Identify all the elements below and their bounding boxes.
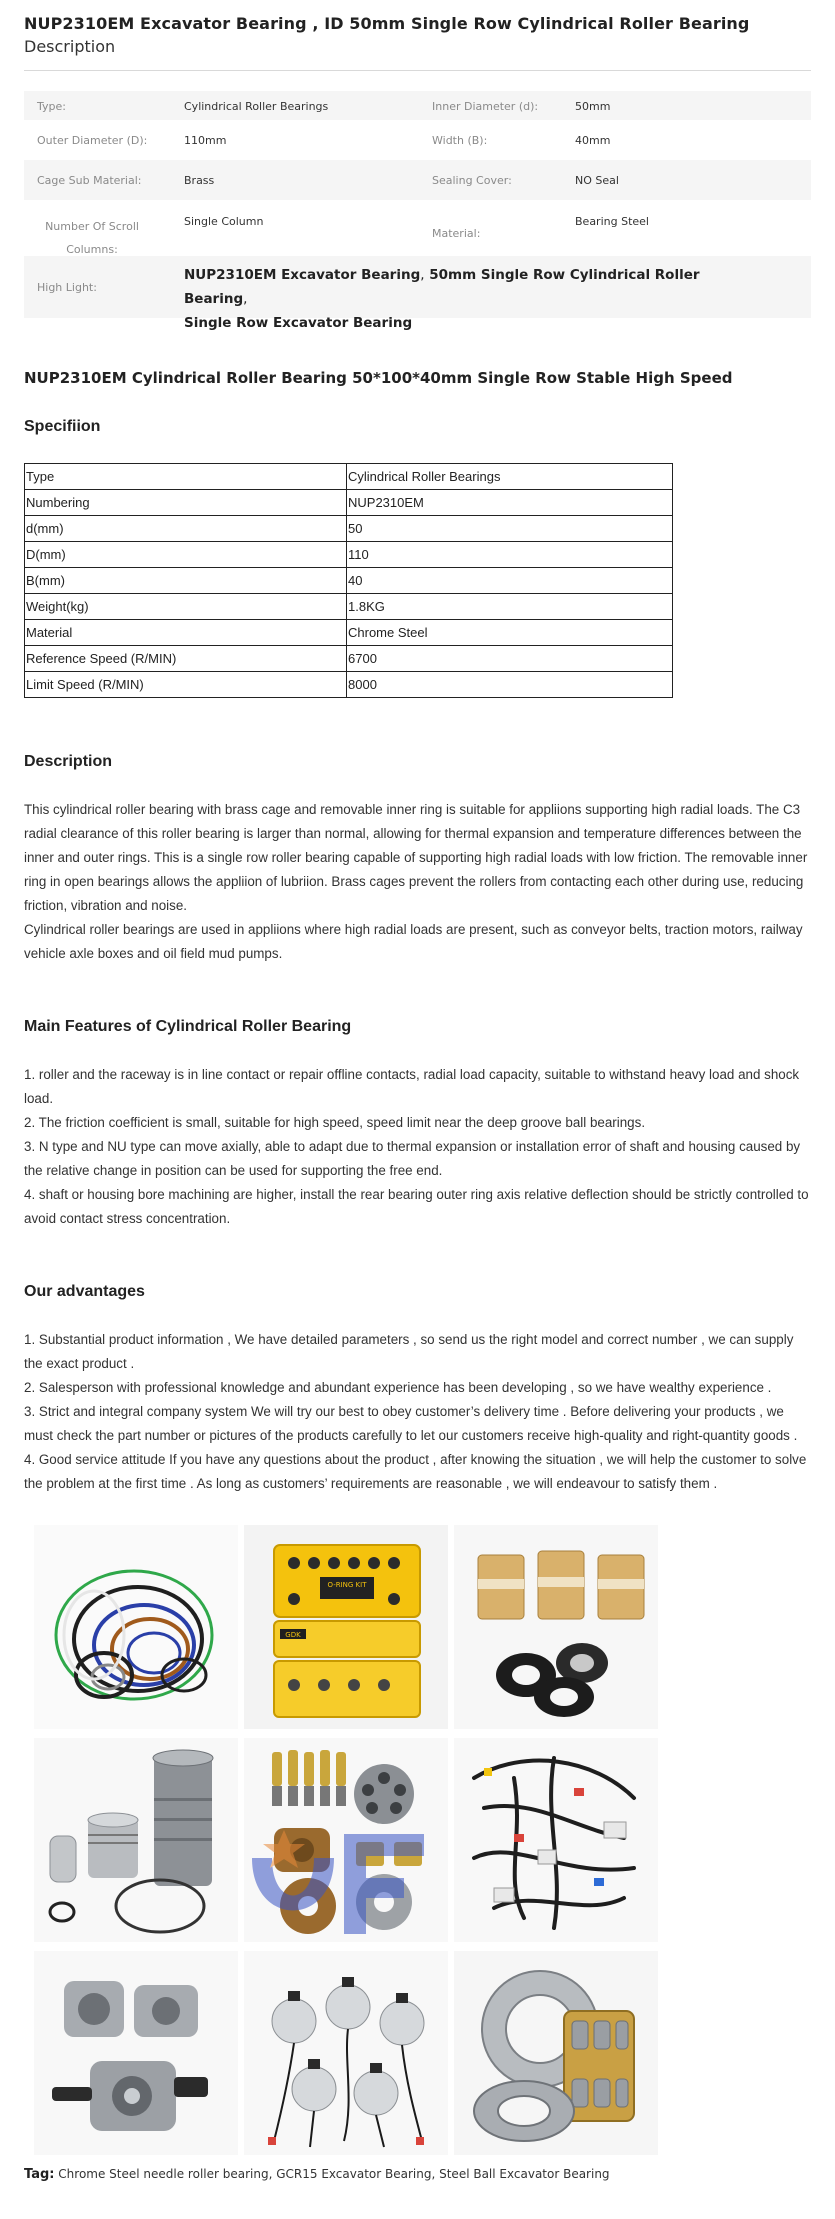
advantages-heading: Our advantages (24, 1283, 145, 1300)
spec-value: Bearing Steel (575, 215, 649, 228)
spec-label: High Light: (37, 281, 97, 294)
list-item: 4. shaft or housing bore machining are higher, install the rear bearing outer ring axis relative deflection should be strictly controlled to avoid contact stress concentration. (24, 1187, 809, 1226)
table-cell: NUP2310EM (347, 490, 673, 516)
table-cell: Weight(kg) (25, 594, 347, 620)
product-image-oil-seals[interactable] (454, 1525, 658, 1729)
spec-label: Inner Diameter (d): (432, 100, 539, 113)
table-row (25, 490, 673, 516)
tag-link[interactable]: GCR15 Excavator Bearing (276, 2167, 432, 2181)
highlight-links: NUP2310EM Excavator Bearing, 50mm Single Row Cylindrical Roller Bearing, Single Row Excavator Bearing (184, 267, 700, 331)
description-text (24, 798, 814, 966)
features-list (24, 1063, 814, 1231)
spec-label: Cage Sub Material: (37, 174, 142, 187)
table-cell: d(mm) (25, 516, 347, 542)
table-row (25, 568, 673, 594)
table-row (25, 620, 673, 646)
product-image-roller-bearing[interactable] (454, 1951, 658, 2155)
spec-label: Width (B): (432, 134, 488, 147)
spec-value: 50mm (575, 100, 611, 113)
spec-value: Single Column (184, 215, 264, 228)
spec-label: Sealing Cover: (432, 174, 512, 187)
list-item: 2. Salesperson with professional knowledge and abundant experience has been developing , so we have wealthy experience . (24, 1380, 772, 1395)
table-cell: Reference Speed (R/MIN) (25, 646, 347, 672)
list-item: 2. The friction coefficient is small, suitable for high speed, speed limit near the deep groove ball bearings. (24, 1115, 646, 1130)
table-cell: Chrome Steel (347, 620, 673, 646)
table-cell: B(mm) (25, 568, 347, 594)
list-item: 3. Strict and integral company system We will try our best to obey customer’s delivery time . Before delivering your products , we must check the part number or pictures of the products carefully to let our customers receive high-quality and right-quantity goods . (24, 1404, 798, 1443)
product-gallery (34, 1525, 674, 2155)
highlight-link[interactable]: NUP2310EM Excavator Bearing (184, 267, 421, 283)
table-row (25, 646, 673, 672)
tag-link[interactable]: Chrome Steel needle roller bearing (58, 2167, 269, 2181)
table-cell: 6700 (347, 646, 673, 672)
spec-row (24, 120, 811, 160)
table-cell: 110 (347, 542, 673, 568)
table-cell: Material (25, 620, 347, 646)
table-cell: Limit Speed (R/MIN) (25, 672, 347, 698)
table-cell: 50 (347, 516, 673, 542)
specification-table (24, 463, 673, 698)
spec-grid (24, 91, 811, 331)
box-label: O-RING KIT (327, 1581, 367, 1589)
specification-heading: Specifiion (24, 418, 101, 435)
spec-value: Cylindrical Roller Bearings (184, 100, 329, 113)
spec-label: Number Of Scroll Columns: (45, 220, 139, 256)
spec-value: NO Seal (575, 174, 619, 187)
description-paragraph: This cylindrical roller bearing with brass cage and removable inner ring is suitable for appliions supporting high radial loads. The C3 radial clearance of this roller bearing is larger than normal, allowing for thermal expansion and temperature differences between the inner and outer rings. This is a single row roller bearing capable of supporting high radial loads with low friction. The removable inner ring in open bearings allows the appliion of lubriion. Brass cages prevent the rollers from contacting each other during use, reducing friction, vibration and noise. (24, 802, 808, 913)
table-row (25, 672, 673, 698)
table-cell: Numbering (25, 490, 347, 516)
tag-link[interactable]: Steel Ball Excavator Bearing (439, 2167, 610, 2181)
box-brand: GDK (285, 1631, 301, 1639)
spec-label: Outer Diameter (D): (37, 134, 148, 147)
highlight-link[interactable]: Single Row Excavator Bearing (184, 315, 413, 331)
description-heading: Description (24, 753, 113, 770)
product-image-wiring-harness[interactable] (454, 1738, 658, 1942)
table-cell: Type (25, 464, 347, 490)
table-cell: 1.8KG (347, 594, 673, 620)
product-image-cylinder-liner[interactable] (34, 1738, 238, 1942)
description-tab-label: Description (24, 37, 116, 56)
table-cell: D(mm) (25, 542, 347, 568)
advantages-list (24, 1328, 814, 1496)
spec-row (24, 91, 811, 120)
table-cell: 40 (347, 568, 673, 594)
spec-row (24, 200, 811, 256)
spec-label: Type: (37, 100, 66, 113)
highlight-link[interactable]: 50mm Single Row Cylindrical Roller Bearing (184, 267, 700, 307)
table-row (25, 542, 673, 568)
table-row (25, 516, 673, 542)
page-title: NUP2310EM Excavator Bearing , ID 50mm Single Row Cylindrical Roller Bearing (24, 14, 750, 33)
table-row (25, 464, 673, 490)
table-row (25, 594, 673, 620)
divider (24, 70, 811, 71)
product-heading: NUP2310EM Cylindrical Roller Bearing 50*100*40mm Single Row Stable High Speed (24, 369, 733, 387)
list-item: 4. Good service attitude If you have any questions about the product , after knowing the situation , we will help the customer to solve the problem at the first time . As long as customers’ requirements are reasonable , we will endeavour to satisfy them . (24, 1452, 807, 1491)
table-cell: Cylindrical Roller Bearings (347, 464, 673, 490)
spec-value: 40mm (575, 134, 611, 147)
product-image-hydraulic-parts[interactable] (244, 1738, 448, 1942)
spec-row (24, 160, 811, 200)
tags-label: Tag: (24, 2167, 55, 2182)
product-image-o-ring-kit[interactable] (244, 1525, 448, 1729)
list-item: 3. N type and NU type can move axially, able to adapt due to thermal expansion or installation error of shaft and housing caused by the relative change in position can be used for supporting the free end. (24, 1139, 801, 1178)
spec-value: 110mm (184, 134, 227, 147)
product-image-seal-kit[interactable] (34, 1525, 238, 1729)
spec-value: Brass (184, 174, 215, 187)
table-cell: 8000 (347, 672, 673, 698)
product-image-stepper-motors[interactable] (244, 1951, 448, 2155)
list-item: 1. roller and the raceway is in line contact or repair offline contacts, radial load capacity, suitable to withstand heavy load and shock load. (24, 1067, 800, 1106)
features-heading: Main Features of Cylindrical Roller Bearing (24, 1018, 352, 1035)
spec-label: Material: (432, 227, 481, 240)
tags-row: Tag: Chrome Steel needle roller bearing, GCR15 Excavator Bearing, Steel Ball Excavator Bearing (24, 2167, 610, 2182)
list-item: 1. Substantial product information , We have detailed parameters , so send us the right model and correct number , we can supply the exact product . (24, 1332, 794, 1371)
product-image-fuel-pump[interactable] (34, 1951, 238, 2155)
description-paragraph: Cylindrical roller bearings are used in appliions where high radial loads are present, such as conveyor belts, traction motors, railway vehicle axle boxes and oil field mud pumps. (24, 922, 803, 961)
spec-row-highlight (24, 256, 811, 331)
